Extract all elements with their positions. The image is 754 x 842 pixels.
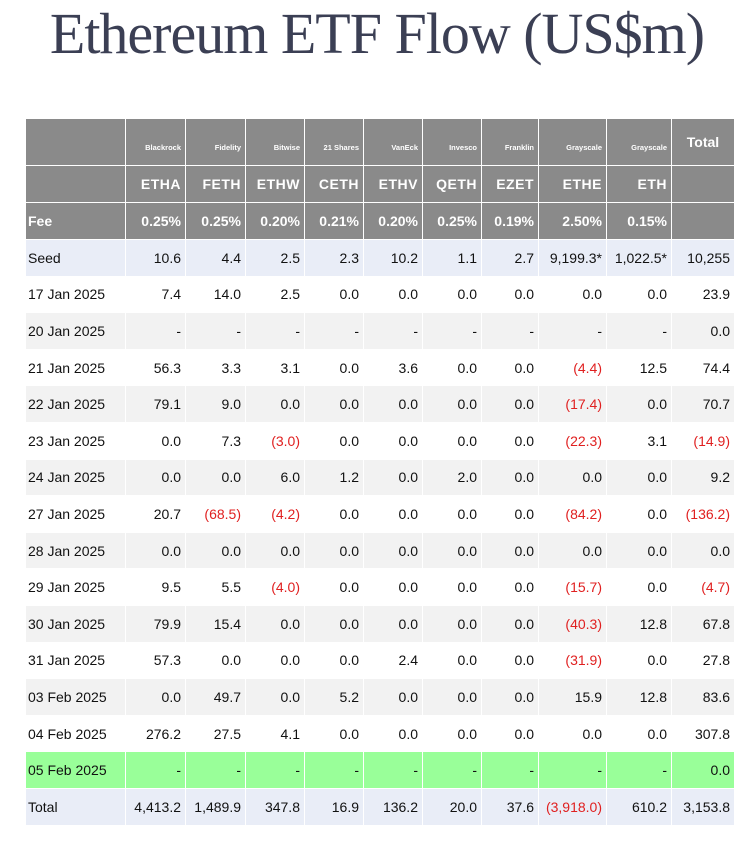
flow-cell: 2.5 <box>246 276 305 313</box>
fee-row <box>26 203 735 240</box>
flow-cell: 1.2 <box>305 459 364 496</box>
row-label: 21 Jan 2025 <box>26 349 126 386</box>
fee-label: Fee <box>26 203 126 240</box>
flow-cell: 0.0 <box>482 605 539 642</box>
table-row <box>26 569 735 606</box>
flow-cell: 0.0 <box>364 459 423 496</box>
ticker-header: ETH <box>607 166 672 203</box>
fee-cell: 0.19% <box>482 203 539 240</box>
flow-cell: 0.0 <box>539 532 607 569</box>
flow-cell: 4,413.2 <box>126 788 186 825</box>
flow-cell: 56.3 <box>126 349 186 386</box>
flow-cell: 0.0 <box>423 496 482 533</box>
table-row <box>26 313 735 350</box>
row-total-cell: 27.8 <box>672 642 735 679</box>
flow-cell: 0.0 <box>305 569 364 606</box>
flow-cell: 0.0 <box>364 422 423 459</box>
flow-cell: 0.0 <box>539 459 607 496</box>
issuer-header: Blackrock <box>126 119 186 166</box>
etf-flow-table <box>25 118 735 826</box>
row-total-cell: (136.2) <box>672 496 735 533</box>
flow-cell: 2.0 <box>423 459 482 496</box>
flow-cell: 0.0 <box>246 642 305 679</box>
row-total-cell: 23.9 <box>672 276 735 313</box>
flow-cell: 3.6 <box>364 349 423 386</box>
flow-cell: 27.5 <box>186 715 246 752</box>
header-blank-cell <box>26 119 126 166</box>
fee-cell: 0.25% <box>186 203 246 240</box>
flow-cell: 4.4 <box>186 240 246 277</box>
flow-cell: 15.9 <box>539 679 607 716</box>
flow-cell: 0.0 <box>482 459 539 496</box>
flow-cell: 0.0 <box>607 532 672 569</box>
flow-cell: - <box>186 313 246 350</box>
flow-cell: 7.4 <box>126 276 186 313</box>
flow-cell: 1,489.9 <box>186 788 246 825</box>
flow-cell: 2.3 <box>305 240 364 277</box>
fee-cell: 0.15% <box>607 203 672 240</box>
row-total-cell: (4.7) <box>672 569 735 606</box>
flow-cell: 0.0 <box>246 532 305 569</box>
flow-cell: (22.3) <box>539 422 607 459</box>
flow-cell: 12.8 <box>607 605 672 642</box>
flow-cell: 0.0 <box>423 605 482 642</box>
flow-cell: (17.4) <box>539 386 607 423</box>
ticker-header-row <box>26 166 735 203</box>
table-row <box>26 752 735 789</box>
flow-cell: 3.1 <box>246 349 305 386</box>
flow-cell: 0.0 <box>607 386 672 423</box>
flow-cell: 0.0 <box>423 422 482 459</box>
table-row <box>26 386 735 423</box>
flow-cell: 10.6 <box>126 240 186 277</box>
ticker-header: ETHA <box>126 166 186 203</box>
flow-cell: 0.0 <box>364 715 423 752</box>
flow-cell: 0.0 <box>246 679 305 716</box>
flow-cell: (3,918.0) <box>539 788 607 825</box>
flow-cell: 0.0 <box>305 642 364 679</box>
flow-cell: 79.1 <box>126 386 186 423</box>
flow-cell: 0.0 <box>364 532 423 569</box>
ticker-header: ETHE <box>539 166 607 203</box>
flow-cell: - <box>246 313 305 350</box>
flow-cell: (4.0) <box>246 569 305 606</box>
flow-cell: 16.9 <box>305 788 364 825</box>
flow-cell: 0.0 <box>423 386 482 423</box>
flow-cell: 0.0 <box>482 569 539 606</box>
fee-cell: 0.20% <box>364 203 423 240</box>
flow-cell: 0.0 <box>246 605 305 642</box>
flow-cell: 6.0 <box>246 459 305 496</box>
flow-cell: 0.0 <box>607 276 672 313</box>
flow-cell: 0.0 <box>423 569 482 606</box>
row-label: Seed <box>26 240 126 277</box>
table-row <box>26 349 735 386</box>
flow-cell: 0.0 <box>607 459 672 496</box>
flow-cell: 37.6 <box>482 788 539 825</box>
ticker-header: ETHW <box>246 166 305 203</box>
row-label: 28 Jan 2025 <box>26 532 126 569</box>
row-total-cell: 0.0 <box>672 752 735 789</box>
flow-cell: 3.3 <box>186 349 246 386</box>
flow-cell: 0.0 <box>186 532 246 569</box>
flow-cell: - <box>364 313 423 350</box>
flow-cell: - <box>305 752 364 789</box>
issuer-header: 21 Shares <box>305 119 364 166</box>
flow-cell: 0.0 <box>364 386 423 423</box>
flow-cell: 0.0 <box>305 715 364 752</box>
row-label: 31 Jan 2025 <box>26 642 126 679</box>
row-label: 05 Feb 2025 <box>26 752 126 789</box>
flow-cell: 57.3 <box>126 642 186 679</box>
ticker-header: CETH <box>305 166 364 203</box>
row-label: 20 Jan 2025 <box>26 313 126 350</box>
row-label: Total <box>26 788 126 825</box>
row-total-cell: 67.8 <box>672 605 735 642</box>
table-row <box>26 715 735 752</box>
flow-cell: - <box>539 752 607 789</box>
row-label: 27 Jan 2025 <box>26 496 126 533</box>
flow-cell: - <box>607 752 672 789</box>
fee-cell: 0.25% <box>126 203 186 240</box>
issuer-header: Franklin <box>482 119 539 166</box>
flow-cell: 5.5 <box>186 569 246 606</box>
ticker-header: FETH <box>186 166 246 203</box>
flow-cell: (15.7) <box>539 569 607 606</box>
flow-cell: 15.4 <box>186 605 246 642</box>
flow-cell: - <box>607 313 672 350</box>
row-total-cell: 70.7 <box>672 386 735 423</box>
flow-cell: - <box>482 752 539 789</box>
fee-cell: 2.50% <box>539 203 607 240</box>
flow-cell: 347.8 <box>246 788 305 825</box>
row-total-cell: 0.0 <box>672 532 735 569</box>
row-total-cell: 307.8 <box>672 715 735 752</box>
flow-cell: - <box>423 752 482 789</box>
header-blank-cell <box>672 203 735 240</box>
issuer-header-row <box>26 119 735 166</box>
flow-cell: 136.2 <box>364 788 423 825</box>
row-total-cell: 3,153.8 <box>672 788 735 825</box>
flow-cell: 1.1 <box>423 240 482 277</box>
flow-cell: 20.0 <box>423 788 482 825</box>
issuer-header: Fidelity <box>186 119 246 166</box>
fee-cell: 0.20% <box>246 203 305 240</box>
page-title: Ethereum ETF Flow (US$m) <box>49 1 705 66</box>
flow-cell: 0.0 <box>305 386 364 423</box>
flow-cell: (4.2) <box>246 496 305 533</box>
row-label: 03 Feb 2025 <box>26 679 126 716</box>
flow-cell: 0.0 <box>482 276 539 313</box>
flow-cell: 0.0 <box>186 459 246 496</box>
flow-cell: 0.0 <box>607 496 672 533</box>
flow-cell: (3.0) <box>246 422 305 459</box>
flow-cell: (68.5) <box>186 496 246 533</box>
flow-cell: 0.0 <box>305 605 364 642</box>
flow-cell: 12.5 <box>607 349 672 386</box>
table-row <box>26 605 735 642</box>
flow-cell: - <box>364 752 423 789</box>
flow-cell: 79.9 <box>126 605 186 642</box>
row-label: 29 Jan 2025 <box>26 569 126 606</box>
flow-cell: - <box>186 752 246 789</box>
flow-cell: 0.0 <box>364 496 423 533</box>
flow-cell: 5.2 <box>305 679 364 716</box>
table-row <box>26 276 735 313</box>
ticker-header: EZET <box>482 166 539 203</box>
flow-cell: 49.7 <box>186 679 246 716</box>
flow-cell: 7.3 <box>186 422 246 459</box>
issuer-header: Invesco <box>423 119 482 166</box>
flow-cell: 0.0 <box>607 642 672 679</box>
flow-cell: 0.0 <box>539 276 607 313</box>
flow-cell: 0.0 <box>423 679 482 716</box>
row-label: 23 Jan 2025 <box>26 422 126 459</box>
flow-cell: - <box>126 752 186 789</box>
seed-row <box>26 240 735 277</box>
flow-cell: 0.0 <box>126 679 186 716</box>
row-total-cell: (14.9) <box>672 422 735 459</box>
row-label: 24 Jan 2025 <box>26 459 126 496</box>
flow-cell: - <box>305 313 364 350</box>
flow-cell: 0.0 <box>482 422 539 459</box>
row-label: 04 Feb 2025 <box>26 715 126 752</box>
fee-cell: 0.21% <box>305 203 364 240</box>
table-row <box>26 496 735 533</box>
flow-cell: 0.0 <box>482 642 539 679</box>
flow-cell: 3.1 <box>607 422 672 459</box>
flow-cell: 2.4 <box>364 642 423 679</box>
flow-cell: 0.0 <box>364 276 423 313</box>
flow-cell: 9.5 <box>126 569 186 606</box>
flow-cell: 4.1 <box>246 715 305 752</box>
flow-cell: 9,199.3* <box>539 240 607 277</box>
flow-cell: 0.0 <box>607 569 672 606</box>
flow-cell: 12.8 <box>607 679 672 716</box>
flow-cell: 9.0 <box>186 386 246 423</box>
flow-cell: 0.0 <box>423 532 482 569</box>
row-total-cell: 10,255 <box>672 240 735 277</box>
flow-cell: 0.0 <box>126 532 186 569</box>
flow-cell: (4.4) <box>539 349 607 386</box>
table-row <box>26 642 735 679</box>
ticker-header: ETHV <box>364 166 423 203</box>
table-row <box>26 459 735 496</box>
flow-cell: 0.0 <box>482 349 539 386</box>
flow-cell: 276.2 <box>126 715 186 752</box>
flow-cell: 0.0 <box>423 715 482 752</box>
flow-cell: 0.0 <box>126 459 186 496</box>
issuer-header: VanEck <box>364 119 423 166</box>
header-blank-cell <box>26 166 126 203</box>
issuer-header: Bitwise <box>246 119 305 166</box>
flow-cell: 610.2 <box>607 788 672 825</box>
row-label: 17 Jan 2025 <box>26 276 126 313</box>
flow-cell: 0.0 <box>423 349 482 386</box>
flow-cell: 0.0 <box>364 569 423 606</box>
row-total-cell: 0.0 <box>672 313 735 350</box>
flow-cell: (84.2) <box>539 496 607 533</box>
flow-cell: 0.0 <box>305 532 364 569</box>
flow-cell: 0.0 <box>126 422 186 459</box>
flow-cell: 0.0 <box>305 496 364 533</box>
row-label: 30 Jan 2025 <box>26 605 126 642</box>
flow-cell: 0.0 <box>305 276 364 313</box>
flow-cell: - <box>423 313 482 350</box>
flow-cell: 0.0 <box>364 605 423 642</box>
header-blank-cell <box>672 166 735 203</box>
row-total-cell: 83.6 <box>672 679 735 716</box>
total-row <box>26 788 735 825</box>
total-header: Total <box>672 119 735 166</box>
flow-cell: 14.0 <box>186 276 246 313</box>
flow-cell: 2.5 <box>246 240 305 277</box>
flow-cell: 0.0 <box>482 532 539 569</box>
row-label: 22 Jan 2025 <box>26 386 126 423</box>
flow-cell: 0.0 <box>539 715 607 752</box>
table-row <box>26 532 735 569</box>
ticker-header: QETH <box>423 166 482 203</box>
flow-cell: 20.7 <box>126 496 186 533</box>
flow-cell: 2.7 <box>482 240 539 277</box>
flow-cell: - <box>246 752 305 789</box>
flow-cell: 0.0 <box>186 642 246 679</box>
table-row <box>26 679 735 716</box>
row-total-cell: 74.4 <box>672 349 735 386</box>
flow-cell: 0.0 <box>482 679 539 716</box>
flow-cell: 0.0 <box>423 642 482 679</box>
table-body <box>26 119 735 826</box>
flow-cell: 0.0 <box>482 715 539 752</box>
flow-cell: 0.0 <box>482 496 539 533</box>
flow-cell: 0.0 <box>364 679 423 716</box>
flow-cell: 0.0 <box>305 349 364 386</box>
flow-cell: 0.0 <box>423 276 482 313</box>
fee-cell: 0.25% <box>423 203 482 240</box>
flow-cell: 0.0 <box>246 386 305 423</box>
flow-cell: (40.3) <box>539 605 607 642</box>
flow-cell: 0.0 <box>305 422 364 459</box>
row-total-cell: 9.2 <box>672 459 735 496</box>
flow-cell: 0.0 <box>482 386 539 423</box>
flow-cell: - <box>482 313 539 350</box>
flow-cell: 1,022.5* <box>607 240 672 277</box>
flow-cell: - <box>539 313 607 350</box>
flow-cell: - <box>126 313 186 350</box>
flow-cell: (31.9) <box>539 642 607 679</box>
table-row <box>26 422 735 459</box>
flow-cell: 10.2 <box>364 240 423 277</box>
issuer-header: Grayscale <box>607 119 672 166</box>
flow-cell: 0.0 <box>607 715 672 752</box>
issuer-header: Grayscale <box>539 119 607 166</box>
